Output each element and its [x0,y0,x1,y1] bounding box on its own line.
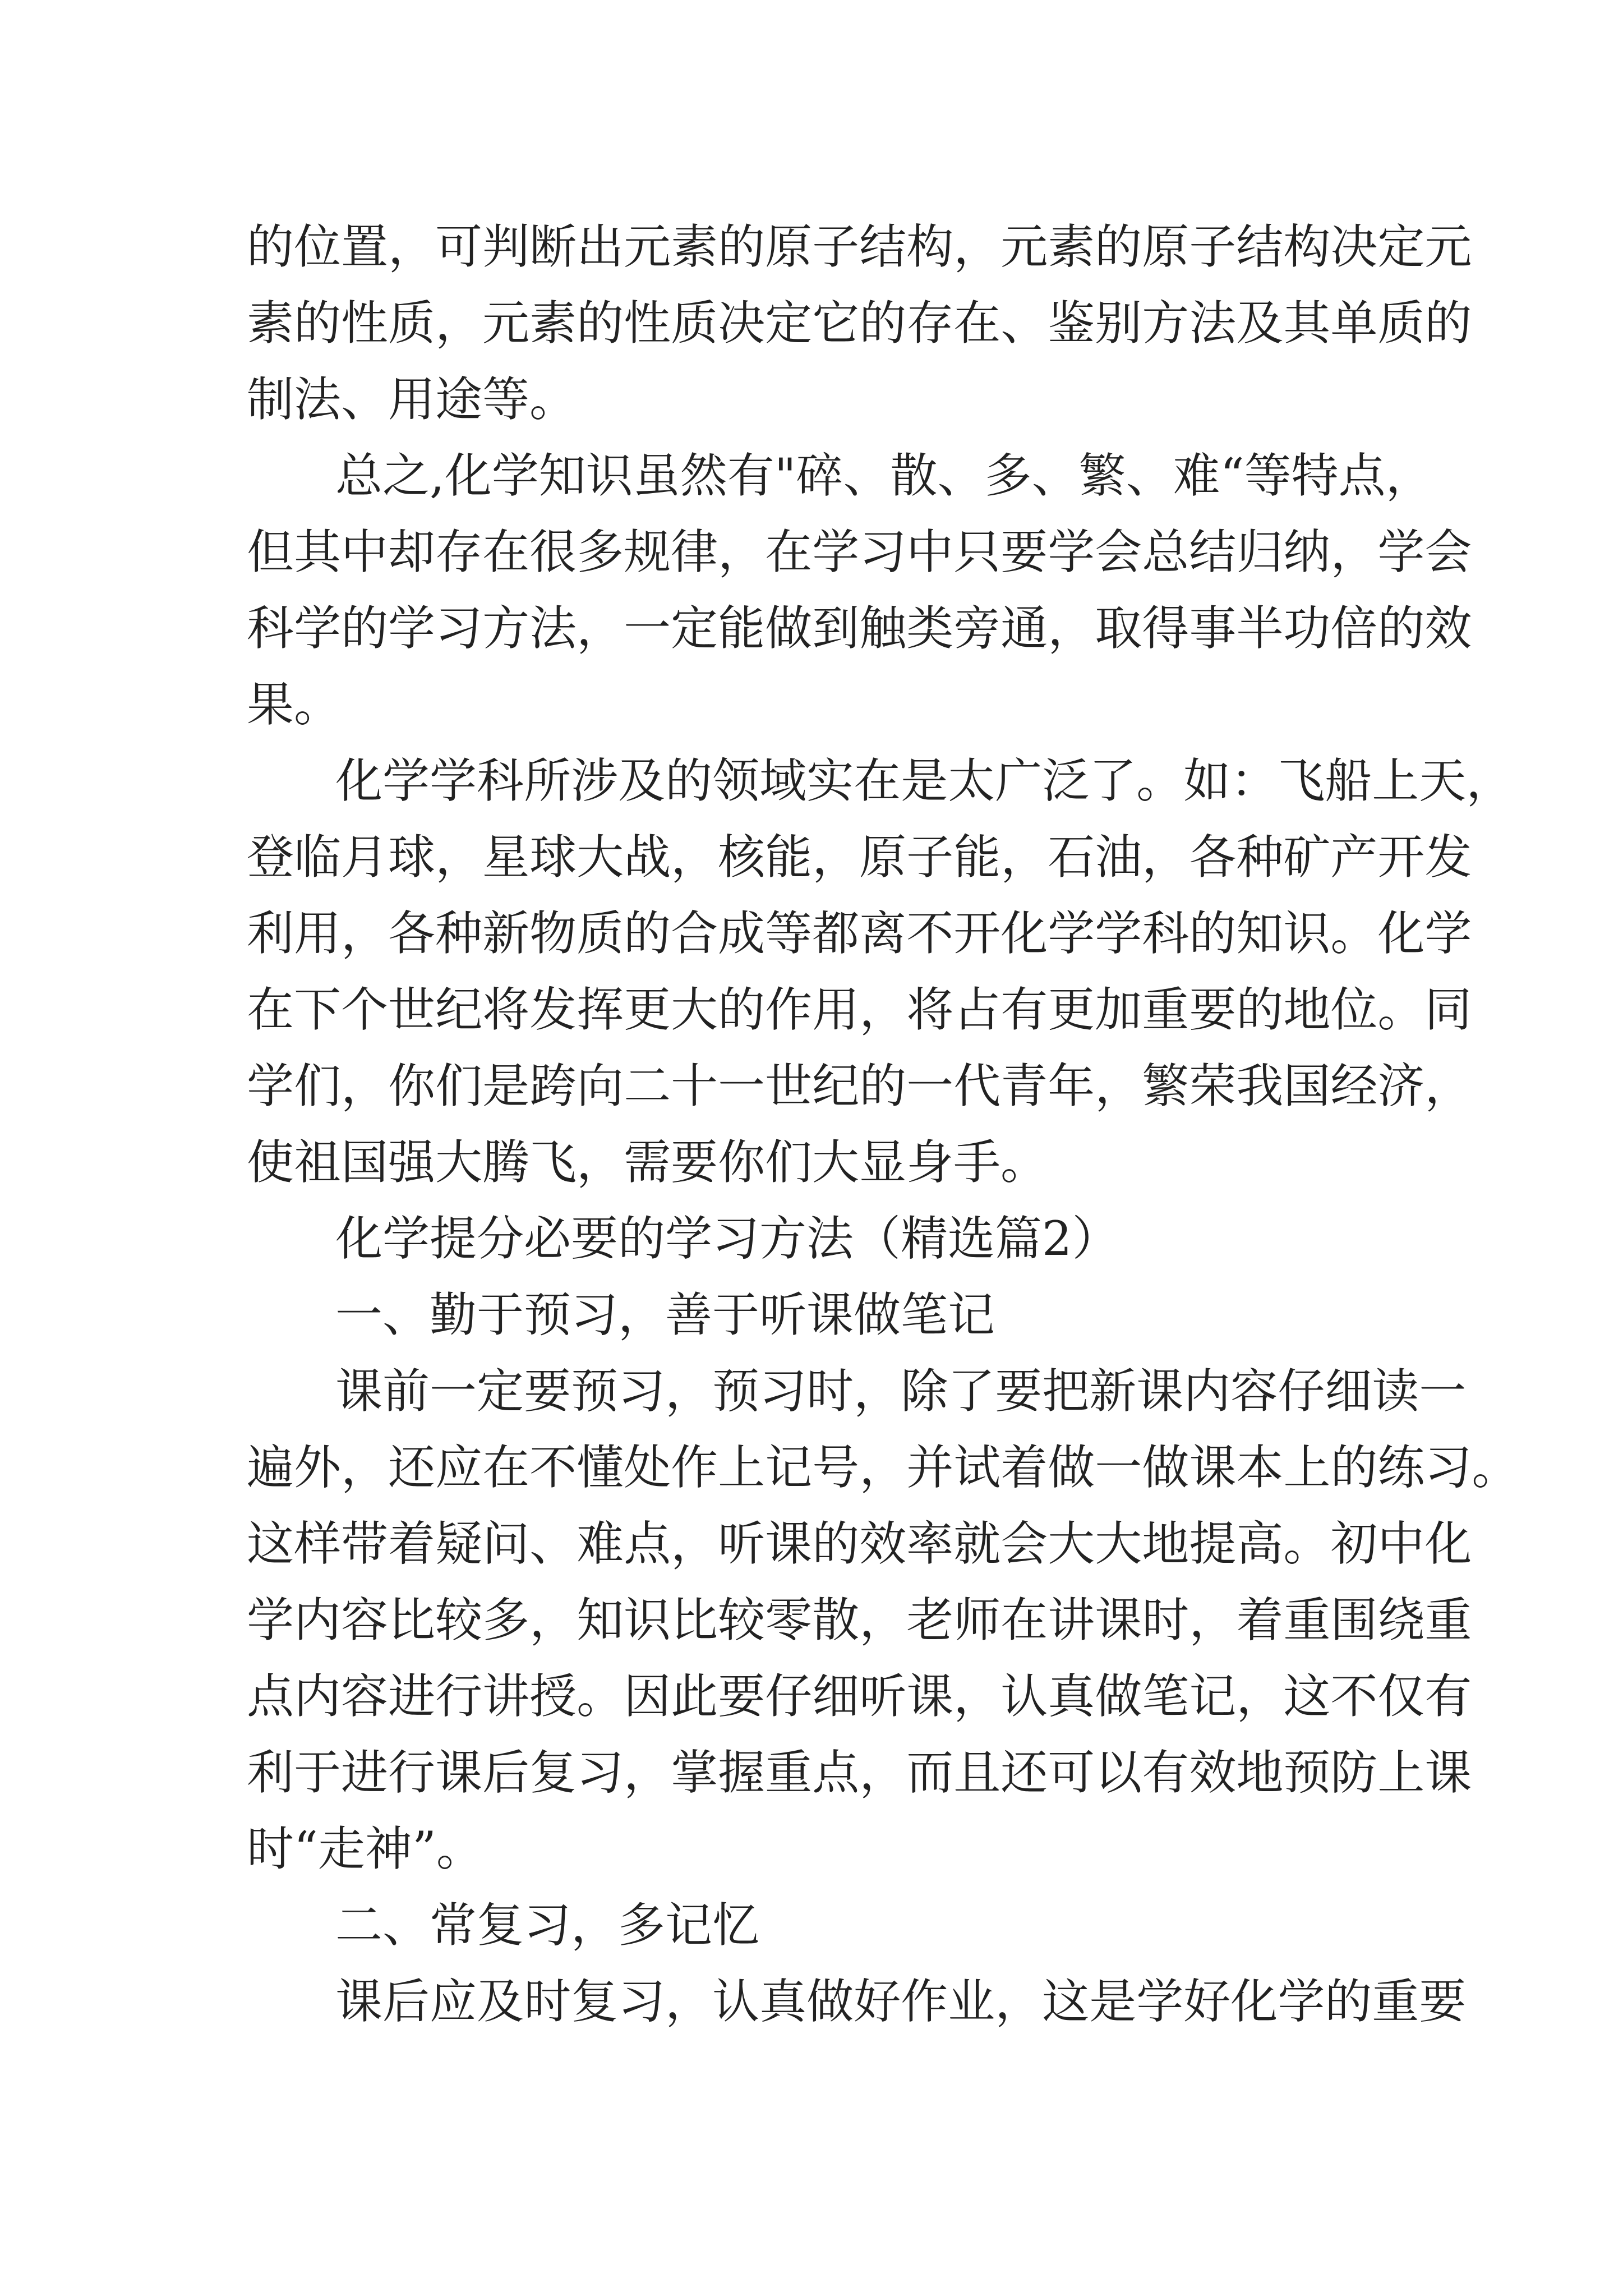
text-line-24: 课 后 应 及 时 复 习 ， 认 真 做 好 作 业 ， 这 是 学 好 化 学 的 重 要 [335,1974,1467,2029]
text-line-21: 利 于 进 行 课 后 复 习 ， 掌 握 重 点 ， 而 且 还 可 以 有 效 地 预 防 上 课 [247,1745,1472,1800]
text-line-1: 的 位 置 ， 可 判 断 出 元 素 的 原 子 结 构 ， 元 素 的 原 子 结 构 决 定 元 [247,219,1472,274]
text-line-7: 果。 [247,677,342,732]
text-line-2: 素 的 性 质 ， 元 素 的 性 质 决 定 它 的 存 在 、 鉴 别 方 法 及 其 单 质 的 [247,296,1472,351]
text-line-17: 遍 外 ， 还 应 在 不 懂 处 作 上 记 号 ， 并 试 着 做 一 做 课 本 上 的 练 习 。 [247,1440,1519,1495]
text-line-16: 课 前 一 定 要 预 习 ， 预 习 时 ， 除 了 要 把 新 课 内 容 仔 细 读 一 [335,1364,1467,1419]
text-line-9: 登 临 月 球 ， 星 球 大 战 ， 核 能 ， 原 子 能 ， 石 油 ， 各 种 矿 产 开 发 [247,830,1472,885]
text-line-18: 这 样 带 着 疑 问 、 难 点 ， 听 课 的 效 率 就 会 大 大 地 提 高 。 初 中 化 [247,1516,1472,1571]
text-line-8: 化 学 学 科 所 涉 及 的 领 域 实 在 是 太 广 泛 了 。 如 ： 飞 船 上 天 ， [335,753,1514,808]
text-line-15: 一、勤于预习，善于听课做笔记 [335,1287,995,1342]
text-line-3: 制法、用途等。 [247,372,577,427]
text-line-12: 学 们 ， 你 们 是 跨 向 二 十 一 世 纪 的 一 代 青 年 ， 繁 荣 我 国 经 济 ， [247,1059,1472,1114]
text-line-19: 学 内 容 比 较 多 ， 知 识 比 较 零 散 ， 老 师 在 讲 课 时 ， 着 重 围 绕 重 [247,1593,1472,1648]
text-line-13: 使祖国强大腾飞，需要你们大显身手。 [247,1135,1048,1190]
text-line-4: 总 之 , 化 学 知 识 虽 然 有 " 碎 、 散 、 多 、 繁 、 难 “ 等 特 点 ， [335,448,1433,503]
text-line-11: 在 下 个 世 纪 将 发 挥 更 大 的 作 用 ， 将 占 有 更 加 重 要 的 地 位 。 同 [247,982,1472,1037]
text-line-20: 点 内 容 进 行 讲 授 。 因 此 要 仔 细 听 课 ， 认 真 做 笔 记 ， 这 不 仅 有 [247,1669,1472,1724]
text-line-10: 利 用 ， 各 种 新 物 质 的 合 成 等 都 离 不 开 化 学 学 科 的 知 识 。 化 学 [247,906,1472,961]
text-line-6: 科 学 的 学 习 方 法 ， 一 定 能 做 到 触 类 旁 通 ， 取 得 事 半 功 倍 的 效 [247,601,1472,656]
text-line-14: 化学提分必要的学习方法（精选篇2） [335,1211,1119,1266]
text-line-5: 但 其 中 却 存 在 很 多 规 律 ， 在 学 习 中 只 要 学 会 总 结 归 纳 ， 学 会 [247,524,1472,579]
text-line-23: 二、常复习，多记忆 [335,1898,760,1953]
text-line-22: 时“走神”。 [247,1821,483,1876]
